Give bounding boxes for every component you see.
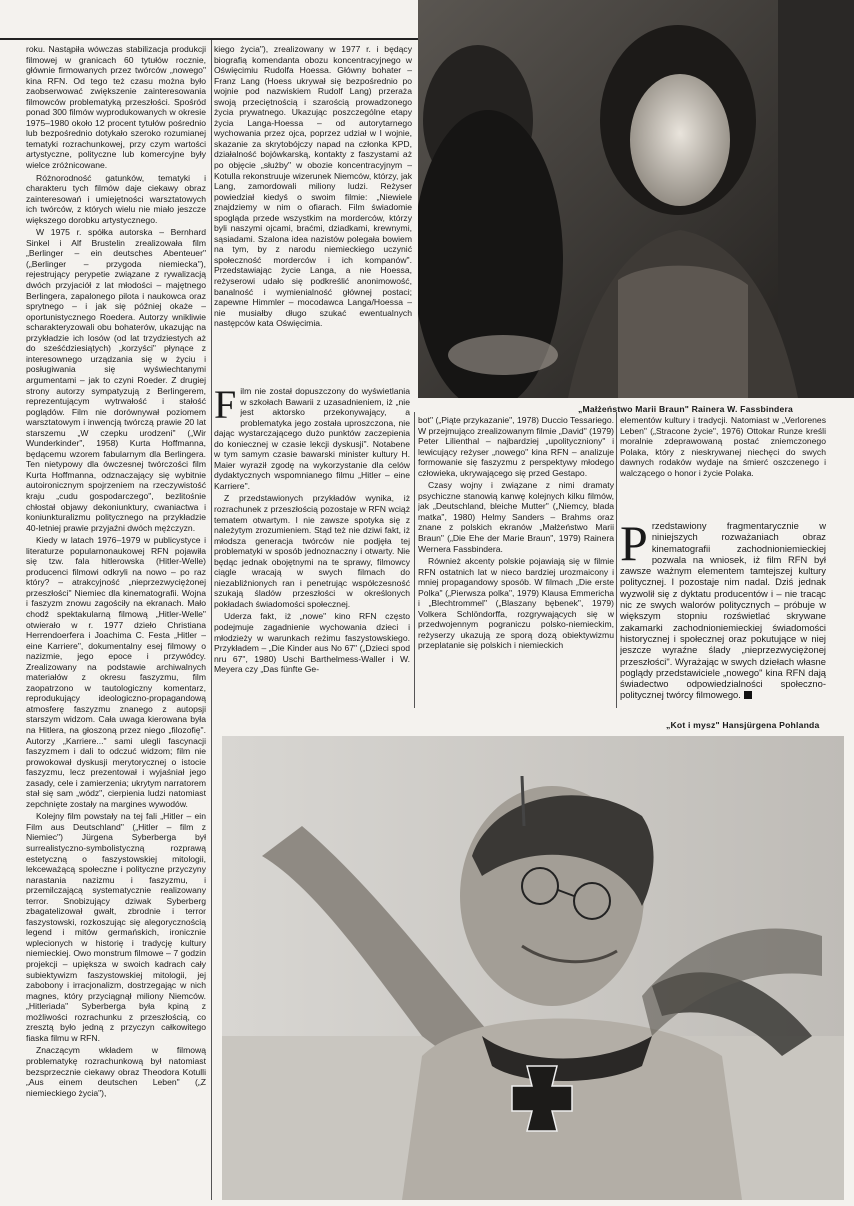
photo-marriage-of-maria-braun [418, 0, 854, 398]
drop-cap: P [620, 520, 648, 571]
paragraph: roku. Nastąpiła wówczas stabilizacja produkcji filmowej w granicach 60 tytułów rocznie, głównie firmowanych przez twórców „nowego" kina RFN. Od tego też czasu można było zaobserwować zwiększenie zainteresowania filmowców problematyką przeszłości. Spośród ponad 300 filmów wyprodukowanych w okresie 1975–1980 około 12 procent tytułów pośrednio lub bezpośrednio dotykało szeroko rozumianej tematyki rozrachunkowej, przy czym wartości artystyczne, polityczne lub komercyjne były wielce zróżnicowane. [26, 44, 206, 171]
photo-illustration [418, 0, 854, 398]
column-divider [414, 412, 415, 708]
paragraph: bot" („Piąte przykazanie", 1978) Duccio Tessariego. W przejmująco zrealizowanym filmie „David" (1979) Peter Lilienthal – najbardziej „upolityczniony" i lewicujący reżyser „nowego" kina RFN – analizuje formowanie się faszyzmu z perspektywy młodego człowieka, ukrywającego się przed Gestapo. [418, 415, 614, 478]
photo-cat-and-mouse [222, 736, 844, 1200]
article-column-1 [26, 44, 206, 1199]
paragraph: Kolejny film powstały na tej fali „Hitler – ein Film aus Deutschland" („Hitler – film z Niemiec") Jürgena Syberberga był surrealistyczno-symbolistyczną rozprawą estetyczną o faszystowskiej mitologii, lekceważącą społeczne i polityczne przyczyny narastania nazizmu i faszyzmu, i przemilczającą systematycznie realizowany terror. Snobizujący dziwak Syberberg zbagatelizował gwałt, zbrodnie i terror faszystowski, rozkoszując się alegorycznością legend i mitów germańskich, ironicznie wplecionych w historię i tradycję kultury niemieckiej. Owo monstrum filmowe – 7 godzin projekcji – upiększa w swoich kadrach cały subiektywizm faszystowskiej mitologii, jej zabobony i irracjonalizm, dostrzegając w nich magnes, który przyciągnął miliony Niemców. „Hitleriada" Syberberga była kpiną z możliwości rozrachunku z przeszłością, co zresztą było jedną z przyczyn całkowitego fiaska filmu w RFN. [26, 811, 206, 1043]
article-column-5 [620, 415, 826, 515]
end-mark [744, 691, 752, 699]
paragraph: W 1975 r. spółka autorska – Bernhard Sinkel i Alf Brustelin zrealizowała film „Berlinger – ein deutsches Abenteuer" („Berlinger – przygoda niemiecka"), rejestrujący perypetie związane z rywalizacją dwóch przyjaciół z lat młodości – majętnego Berlingera, zapalonego pilota i naukowca oraz sprytnego – i jak się później okaże – oportunistycznego Roedera. Autorzy wnikliwie scharakteryzowali obu bohaterów, ukazując na przykładzie ich losów (od lat trzydziestych aż do sześćdziesiątych) „korzyści" płynące z interesownego urządzania się w życiu i posługiwania się wyświechtanymi argumentami – jak to czyni Roeder. Z drugiej strony autorzy sympatyzują z Berlingerem, reprezentującym wytrwałość i stałość poglądów. Film nie dorównywał poziomem warsztatowym i inwencją twórczą prawie 20 lat starszemu „W czepku urodzeni" („Wir Wunderkinder", 1958) Kurta Hoffmanna, będącemu wzorem fabularnym dla Berlingera. Ten nietypowy dla ówczesnej twórczości film Kurta Hoffmanna, odznaczający się wybitnie autoironicznym spojrzeniem na rzeczywistość kraju „cudu gospodarczego", bezlitośnie chłostał objawy dekoniunktury, cwaniactwa i koniunkturalizmu politycznego na przykładzie 40-letniej prawie przyjaźni dwóch mężczyzn. [26, 227, 206, 533]
paragraph: Różnorodność gatunków, tematyki i charakteru tych filmów daje ciekawy obraz zainteresowań i umiejętności warsztatowych ich twórców, z których wielu nie miało jeszcze większego dorobku artystycznego. [26, 172, 206, 225]
photo-caption: „Małżeństwo Marii Braun" Rainera W. Fassbindera [578, 404, 793, 414]
paragraph: ilm nie został dopuszczony do wyświetlania w szkołach Bawarii z uzasadnieniem, iż „nie jest aktorsko przekonywający, a problematyka jego została uproszczona, nie dając wystarczającego dużo punktów zaczepienia do koniecznej w czasie lekcji dyskusji". Notabene w tym samym czasie bawarski minister kultury H. Maier wyraził zgodę na wykorzystanie dla celów dydaktycznych wspomnianego filmu „Hitler – eine Karriere". [214, 386, 410, 491]
paragraph: Czasy wojny i związane z nimi dramaty psychiczne stanowią kanwę kolejnych kilku filmów, jak „Deutschland, bleiche Mutter" („Niemcy, blada matka", 1980) Helmy Sanders – Brahms oraz znane z polskich ekranów „Małżeństwo Marii Braun" („Die Ehe der Marie Braun", 1979) Rainera Wernera Fassbindera. [418, 480, 614, 554]
photo-caption: „Kot i mysz" Hansjürgena Pohlanda [666, 720, 820, 730]
article-column-6 [620, 520, 826, 710]
paragraph: Uderza fakt, iż „nowe" kino RFN często podejmuje zagadnienie wychowania dzieci i młodzieży w warunkach reżimu faszystowskiego. Przykładem – „Die Kinder aus No 67" („Dzieci spod nru 67", 1980) Uschi Barthelmess-Waller i W. Meyera czy „Das fünfte Ge- [214, 611, 410, 675]
article-column-4 [418, 415, 614, 707]
paragraph: elementów kultury i tradycji. Natomiast w „Verlorenes Leben" („Stracone życie", 1976) Ottokar Runze kreśli moralnie zdeprawowaną postać zniemczonego Polaka, który z nieskrywanej niechęci do swych dawnych rodaków wydaje na śmierć oszczenego i walczącego o honor i życie Polaka. [620, 415, 826, 478]
photo-illustration [222, 736, 844, 1200]
paragraph: Znaczącym wkładem w filmową problematykę rozrachunkową był natomiast bezsprzecznie ciekawy obraz Theodora Kotulli „Aus einem deutschen Leben" („Z niemieckiego życia"), [26, 1045, 206, 1098]
article-column-3 [214, 386, 410, 706]
column-divider [616, 412, 617, 708]
drop-cap: F [214, 386, 237, 427]
paragraph: Z przedstawionych przykładów wynika, iż rozrachunek z przeszłością pozostaje w RFN wciąż tematem otwartym. I nie zawsze spotyka się z należytym zrozumieniem. Stąd też nie dziwi fakt, iż młodsza generacja twórców nie podjęła tej problematyki w sposób jednoznaczny i otwarty. Nie będąc jednak obojętnymi na te sprawy, filmowcy ciągle wracają w swych filmach do niezabliźnionych ran i penetrując współczesność szukają śladów przeszłości w określonych pokładach świadomości społecznej. [214, 493, 410, 609]
paragraph: kiego życia"), zrealizowany w 1977 r. i będący biografią komendanta obozu koncentracyjnego w Oświęcimiu Rudolfa Hoessa. Główny bohater – Franz Lang (Hoess ukrywał się bezpośrednio po wojnie pod nazwiskiem Rudolf Lang) przeraża swoją przeciętnością i szarością prowadzonego życia prywatnego. Ukazując poszczególne etapy życia Langa-Hoessa – od autorytarnego wychowania przez ojca, poprzez udział w I wojnie, skazanie za skrytobójczy napad na członka KPD, działalność bojówkarską, kontakty z faszystami aż po objęcie „służby" w obozie koncentracyjnym – Kotulla rekonstruuje wizerunek Niemców, którzy, jak Lang, zamordowali miliony ludzi. Reżyser powiedział kiedyś o swoim filmie: „Niewiele znajdziemy w nim o ofiarach. Film świadomie spogląda przede wszystkim na morderców, którzy byli naszymi ojcami, braćmi, dziadkami, krewnymi, sąsiadami. Szalona idea nazistów polegała bowiem na tym, by z narodu niemieckiego uczynić społeczność morderców i ich kompanów". Przedstawiając życie Langa, a nie Hoessa, reżyserowi udało się podkreślić anonimowość, banalność i wymienialność głównej postaci; zapewne Himmler – mocodawca Langa/Hoessa – nie musiałby długo szukać ewentualnych następców kata Oświęcimia. [214, 44, 412, 329]
closing-paragraph: rzedstawiony fragmentarycznie w niniejszych rozważaniach obraz kinematografii zachodnioniemieckiej pozwala na wniosek, iż film RFN był zawsze ważnym elementem tamtejszej kultury politycznej. I pozostaje nim nadal. Dziś jednak wyzwolił się z dyktatu producentów i – nie tracąc nic ze swych walorów politycznych – próbuje w większym stopniu rozświetlać skrywane zakamarki zachodnioniemieckiej świadomości historycznej i społecznej oraz pokutujące w niej jeszcze wyraźne ślady „nieprzezwyciężonej przeszłości". Wyrażając w swych dziełach własne poglądy przedstawiciele „nowego" kina RFN dają świadectwo odpowiedzialności społeczno-politycznej twórcy filmowego. [620, 520, 826, 701]
top-rule [0, 38, 420, 40]
paragraph: Kiedy w latach 1976–1979 w publicystyce i literaturze popularnonaukowej RFN pojawiła się tzw. fala hitlerowska (Hitler-Welle) producenci filmowi odkryli na nowo – po raz który? – atrakcyjność „nieprzezwyciężonej przeszłości" Niemiec dla kinematografii. Wojna i faszyzm znowu zagościły na ekranach. Mało chodź spektakularną filmową „Hitler-Welle" otwierało w r. 1977 dzieło Christiana Herrendoerfera i Joachima C. Festa „Hitler – eine Karriere", dokumentalny esej filmowy o nazizmie, jego epoce i przywódcy. Zrealizowany na podstawie archiwalnych materiałów z okresu faszyzmu, film zaopatrzono w tautologiczny komentarz, reprodukujący ideologiczno-propagandową atmosferę faszyzmu znanego z autopsji starszym widzom. Cała uwaga kierowana była na Hitlera, na głoszoną przez niego „filozofię". Autorzy „Karriere..." sami ulegli fascynacji faszyzmem i dali to odczuć widzom; film nie prowokował dyskusji merytorycznej o istocie faszyzmu, lecz prezentował i wyjaśniał jego zasady, cele i zamierzenia; ukrytym narratorem stał się sam „wódz", cierpienia ludzi natomiast zepchnięte zostały na margines wywodów. [26, 535, 206, 809]
column-divider [211, 40, 212, 1200]
article-column-2 [214, 44, 412, 384]
paragraph: Również akcenty polskie pojawiają się w filmie RFN ostatnich lat w nieco bardziej urozmaicony i mniej propagandowy sposób. W filmach „Die erste Polka" („Pierwsza polka", 1979) Klausa Emmericha i „Blechtrommel" („Blaszany bębenek", 1979) Volkera Schlöndorffa, rozgrywających się w przedwojennym pograniczu polsko-niemieckim, reżyserzy ukazują ze sporą dozą obiektywizmu przeplatanie się polskich i niemieckich [418, 556, 614, 651]
